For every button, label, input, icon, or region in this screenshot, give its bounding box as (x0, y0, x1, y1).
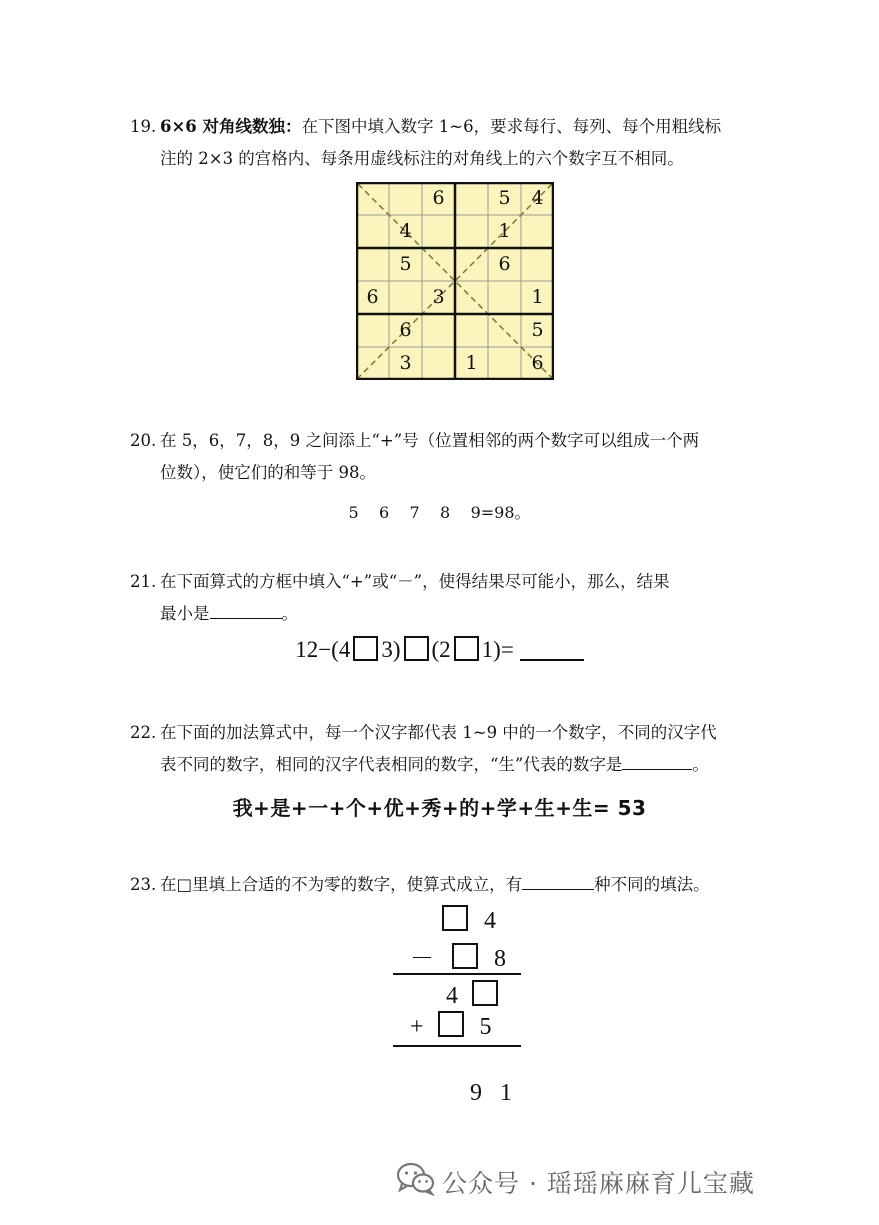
question-text: 。 (281, 604, 298, 623)
sudoku-cell[interactable] (455, 281, 488, 314)
sudoku-cell: 6 (366, 286, 379, 308)
question-text: 在下面的加法算式中，每一个汉字都代表 1~9 中的一个数字，不同的汉字代 (160, 723, 717, 742)
sudoku-cell: 6 (498, 253, 511, 275)
question-text: 在 5，6，7，8，9 之间添上“+”号（位置相邻的两个数字可以组成一个两 (160, 431, 700, 450)
sudoku-cell: 1 (531, 286, 544, 308)
q21-equation (0, 636, 879, 663)
operator-box[interactable] (404, 636, 429, 661)
wechat-logo-icon (396, 1162, 436, 1196)
question-text-cont (130, 598, 755, 630)
sudoku-cell[interactable] (455, 182, 488, 215)
question-number: 19. (130, 117, 157, 136)
sudoku-cell[interactable] (389, 182, 422, 215)
digit-box[interactable] (442, 905, 468, 931)
equation-part: 1)= (481, 637, 514, 662)
answer-blank[interactable] (520, 637, 584, 661)
sudoku-cell[interactable] (356, 182, 389, 215)
sudoku-cell: 5 (399, 253, 412, 275)
sudoku-cell: 5 (498, 187, 511, 209)
arith-row-2 (410, 938, 506, 973)
watermark-text: 公众号 · 瑶瑶麻麻育儿宝藏 (442, 1169, 755, 1198)
sudoku-grid (356, 182, 554, 380)
question-text: 种不同的填法。 (594, 875, 710, 894)
sudoku-cell[interactable] (455, 215, 488, 248)
question-text-cont: 位数），使它们的和等于 98。 (160, 463, 376, 482)
question-text: 在下面算式的方框中填入“+”或“－”，使得结果尽可能小，那么，结果 (160, 572, 670, 591)
question-text: 最小是 (160, 604, 210, 623)
arith-row-4 (410, 1011, 492, 1041)
question-text: 在□里填上合适的不为零的数字，使算式成立，有 (160, 875, 523, 894)
answer-blank[interactable] (622, 753, 692, 770)
digit-box[interactable] (452, 943, 478, 969)
sudoku-cell: 3 (432, 286, 445, 308)
sudoku-cell[interactable] (455, 248, 488, 281)
question-text-cont: 注的 2×3 的宫格内、每条用虚线标注的对角线上的六个数字互不相同。 (160, 149, 684, 168)
sudoku-cell[interactable] (488, 347, 521, 380)
digit: 8 (494, 946, 506, 972)
digit: 4 (484, 908, 496, 934)
sudoku-cell: 6 (432, 187, 445, 209)
arith-row-3 (446, 980, 498, 1010)
equation-part: 3) (381, 637, 401, 662)
sudoku-cell[interactable] (389, 281, 422, 314)
digit-box[interactable] (438, 1011, 464, 1037)
sudoku-cell: 6 (399, 319, 412, 341)
result-digits: 9 1 (470, 1080, 512, 1106)
sudoku-cell: 4 (531, 187, 544, 209)
digit-box[interactable] (472, 980, 498, 1006)
q22-equation (0, 792, 879, 821)
sudoku-cell: 5 (531, 319, 544, 341)
arith-row-1 (442, 905, 496, 935)
equation-part: (2 (431, 637, 451, 662)
answer-blank[interactable] (210, 602, 282, 619)
divider-line (393, 973, 521, 975)
operator-box[interactable] (454, 636, 479, 661)
equation-text: 我+是+一+个+优+秀+的+学+生+生= 53 (232, 796, 647, 820)
sudoku-cell[interactable] (455, 314, 488, 347)
sudoku-cell: 4 (399, 220, 412, 242)
digit: 5 (479, 1014, 492, 1040)
question-number: 23. (130, 875, 157, 894)
sudoku-cell: 1 (465, 352, 478, 374)
operator-box[interactable] (353, 636, 378, 661)
q20-equation (0, 500, 879, 523)
minus-sign: － (410, 946, 434, 972)
question-text: 表不同的数字，相同的汉字代表相同的数字，“生”代表的数字是 (160, 755, 623, 774)
sudoku-cell[interactable] (521, 248, 554, 281)
question-number: 21. (130, 572, 157, 591)
sudoku-cell[interactable] (422, 215, 455, 248)
equation-text: 5 6 7 8 9=98。 (348, 503, 531, 522)
question-text: 。 (692, 755, 709, 774)
question-22 (130, 717, 755, 781)
sudoku-cell[interactable] (356, 248, 389, 281)
question-text: 在下图中填入数字 1~6，要求每行、每列、每个用粗线标 (301, 117, 722, 136)
question-20 (130, 425, 755, 489)
question-21 (130, 566, 755, 630)
sudoku-cell[interactable] (422, 347, 455, 380)
sudoku-cell[interactable] (488, 314, 521, 347)
question-19 (130, 111, 755, 175)
plus-sign: + (410, 1014, 424, 1040)
sudoku-cell[interactable] (356, 314, 389, 347)
equation-part: 12−(4 (295, 637, 351, 662)
question-title: 6×6 对角线数独： (160, 117, 302, 136)
sudoku-cell[interactable] (422, 314, 455, 347)
sudoku-cell[interactable] (521, 215, 554, 248)
sudoku-cell[interactable] (356, 215, 389, 248)
question-23 (130, 869, 755, 901)
divider-line (393, 1045, 521, 1047)
sudoku-cell[interactable] (488, 281, 521, 314)
sudoku-cell: 6 (531, 352, 544, 374)
question-number: 20. (130, 431, 157, 450)
answer-blank[interactable] (522, 873, 594, 890)
sudoku-cell: 1 (498, 220, 511, 242)
arith-result (446, 1053, 512, 1134)
sudoku-cell[interactable] (356, 347, 389, 380)
digit: 4 (446, 983, 458, 1009)
question-number: 22. (130, 723, 157, 742)
sudoku-cell[interactable] (422, 248, 455, 281)
sudoku-cell: 3 (399, 352, 412, 374)
question-text-cont (130, 749, 755, 781)
